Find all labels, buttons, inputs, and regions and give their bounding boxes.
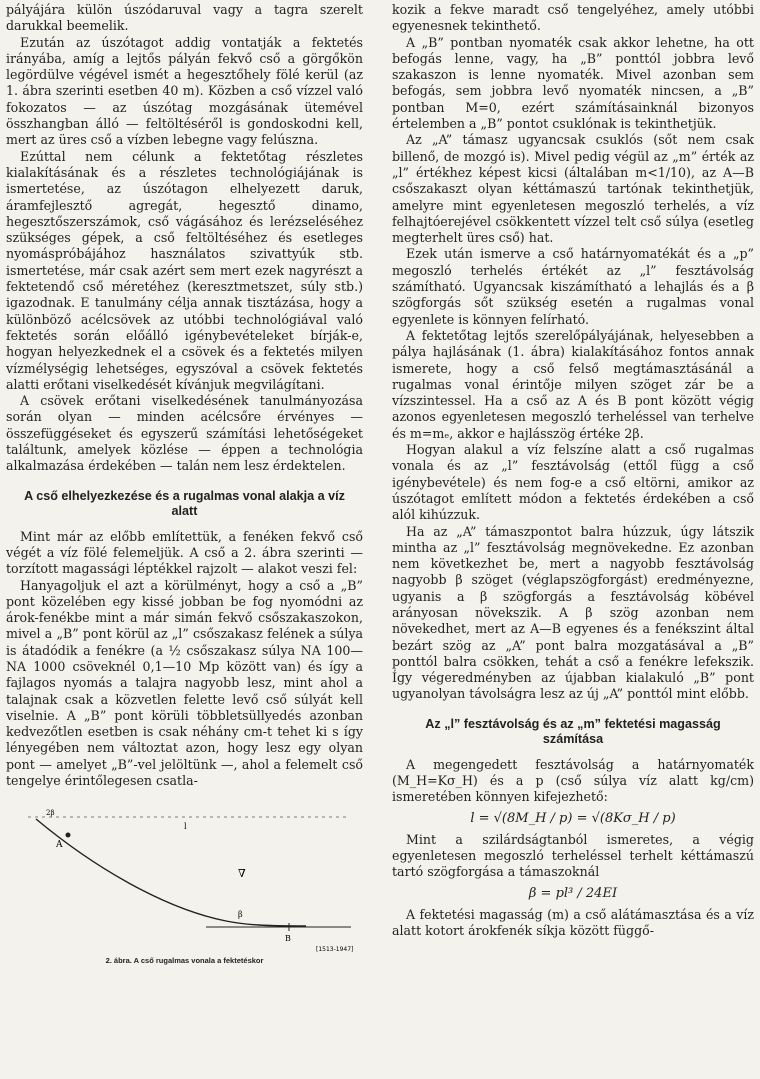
paragraph: Mint már az előbb említettük, a fenéken fekvő cső végét a víz fölé felemeljük. A cső a 2. ábra szerinti — torzított magassági léptékkel rajzolt — alakot veszi fel: — [6, 528, 363, 577]
paragraph: A fektetési magasság (m) a cső alátámasztása és a víz alatt kotort árokfenék síkja között függő- — [392, 906, 754, 938]
formula-span: l = √(8M_H / p) = √(8Kσ_H / p) — [470, 810, 676, 826]
paragraph: Ezek után ismerve a cső határnyomatékát és a „p” megoszló terhelés értékét az „l” fesztávolság számítható. Ugyancsak kiszámítható a lehajlás és a β szögforgás sőt szükség esetén a rugalmas vonal egyenlete is könnyen felírható. — [392, 246, 754, 327]
label-l: l — [184, 822, 187, 832]
label-2beta: 2β — [46, 809, 55, 818]
paragraph: Mint a szilárdságtanból ismeretes, a végig egyenletesen megoszló terheléssel terhelt kéttámaszú tartó szögforgása a támaszoknál — [392, 831, 754, 880]
right-column — [392, 2, 754, 939]
pipe-curve — [36, 819, 306, 926]
figure-ref: [1513-1947] — [316, 946, 354, 954]
paragraph: Ezután az úszótagot addig vontatják a fektetés irányába, amíg a lejtős pályán fekvő cső a görgőkön legördülve végével ismét a hegesztőhely fölé kerül (az 1. ábra szerinti esetben 40 m). Közben a cső vízzel való fokozatos — az úszótag mozgásának ütemével összhangban álló — feltöltéséről is gondoskodni kell, mert az üres cső a vízben lebegne vagy felúszna. — [6, 34, 363, 148]
paragraph: Hogyan alakul a víz felszíne alatt a cső rugalmas vonala és az „l” fesztávolság (ettől függ a cső igénybevétele) és nem fog-e a cső eltörni, amikor az úszótagot említett módon a fektetés érdekében a cső alól kihúzzuk. — [392, 442, 754, 523]
paragraph: Ha az „A” támaszpontot balra húzzuk, úgy látszik mintha az „l” fesztávolság megnövekedne. Ez azonban nem következhet be, mert a nagyobb fesztávolság nagyobb β szöget (véglapszögforgást) eredményezne, ugyanis a β szögforgás a fesztávolság köbével arányosan növekszik. A β szög azonban nem növekedhet, mert az A—B egyenes és a fenékszint által bezárt szög az „A” pont balra mozgatásával a „B” ponttól balra csökken, tehát a cső a fenékre lefekszik. Így végeredményben az újabban kialakuló „B” pont ugyanolyan távolságra lesz az új „A” ponttól mint előbb. — [392, 523, 754, 702]
label-water-mark: ∇ — [238, 867, 246, 881]
section-heading: A cső elhelyezkezése és a rugalmas vonal alakja a víz alatt — [24, 488, 345, 518]
elastic-curve-diagram — [6, 799, 363, 959]
label-b: B — [285, 934, 291, 944]
paragraph: Az „A” támasz ugyancsak csuklós (sőt nem csak billenő, de mozgó is). Mivel pedig végül az „m” érték az „l” értékhez képest kicsi (általában m<1/10), az A—B csőszakaszt olyan kéttámaszú tartónak tekinthetjük, amelyre mint egyenletesen megoszló terhelés, a víz felhajtóerejével csökkentett vízzel telt cső súlya (esetleg megterhelt üres cső) hat. — [392, 132, 754, 246]
figure-caption: 2. ábra. A cső rugalmas vonala a fektetéskor — [105, 956, 264, 966]
figure-elastic-curve — [6, 799, 363, 969]
paragraph: A csövek erőtani viselkedésének tanulmányozása során olyan — minden acélcsőre érvényes — összefüggéseket és egyszerű számítási lehetőségeket találtunk, amelyek közlése — éppen a technológia alkalmazása érdekében — talán nem lesz érdektelen. — [6, 393, 363, 474]
paragraph: pályájára külön úszódaruval vagy a tagra szerelt darukkal beemelik. — [6, 2, 363, 34]
section-heading: Az „l” fesztávolság és az „m” fektetési magasság számítása — [425, 716, 721, 746]
paragraph: A megengedett fesztávolság a határnyomaték (M_H=Kσ_H) és a p (cső súlya víz alatt kg/cm) ismeretében könnyen kifejezhető: — [392, 756, 754, 805]
paragraph: kozik a fekve maradt cső tengelyéhez, amely utóbbi egyenesnek tekinthető. — [392, 2, 754, 34]
paragraph: A fektetőtag lejtős szerelőpályájának, helyesebben a pálya hajlásának (1. ábra) kialakításához fontos annak ismerete, hogy a cső felső megtámasztásánál a rugalmas vonal érintője milyen szöget zár be a vízszintessel. Ha a cső az A és B pont között végig azonos egyenletesen megoszló terheléssel van terhelve és m=mₑ, akkor e hajlásszög értéke 2β. — [392, 327, 754, 441]
paragraph: Ezúttal nem célunk a fektetőtag részletes kialakításának és a részletes technológiájának is ismertetése, az úszótagon elhelyezett daruk, áramfejlesztő agregát, hegesztő dinamo, hegesztőszerszámok, cső vágásához és lerézseléséhez szükséges gépek, a cső feltöltéséhez és esetleges nyomáspróbájához használatos szivattyúk stb. ismertetése, már csak azért sem mert ezek nagyrészt a fektetendő cső méretéhez (keresztmetszet, súly stb.) igazodnak. E tanulmány célja annak tisztázása, hogy a különböző acélcsövek az utóbbi technológiával való fektetés során előálló igénybevételeket bírják-e, hogyan helyezkednek el a csövek és a fektetés milyen vízmélységig lehetséges, egyszóval a csövek fektetés alatti erőtani viselkedését kívánjuk megvilágítani. — [6, 148, 363, 392]
left-column — [6, 2, 363, 969]
formula-rotation: β = pl³ / 24EI — [528, 885, 618, 901]
label-a: A — [56, 840, 63, 851]
support-a-marker — [66, 833, 71, 838]
label-beta: β — [238, 910, 243, 920]
paragraph: Hanyagoljuk el azt a körülményt, hogy a cső a „B” pont közelében egy kissé jobban be fog nyomódni az árok-fenékbe mint a már simán fekvő csőszakaszokon, mivel a „B” pont körül az „l” csőszakasz felének a súlya is átadódik a fenékre (a ½ csőszakasz súlya NA 100—NA 1000 csöveknél 0,1—10 Mp között van) és így a fajlagos nyomás a talajra nagyobb lesz, mint ahol a talajnak csak a közvetlen felette levő cső súlyát kell viselnie. A „B” pont körüli többletsüllyedés azonban kedvezőtlen esetben is csak néhány cm-t tehet ki s így lényegében nem változtat azon, hogy lesz egy olyan pont — amelyet „B”-vel jelöltünk —, ahol a felemelt cső tengelye érintőlegesen csatla- — [6, 577, 363, 789]
paragraph: A „B” pontban nyomaték csak akkor lehetne, ha ott befogás lenne, vagy, ha „B” ponttól jobbra levő szakaszon is lenne nyomaték. Mivel azonban sem befogás, sem jobbra levő nyomaték nincsen, a „B” pontban M=0, ezért számításainknál bizonyos értelemben a „B” pontot csuklónak is tekinthetjük. — [392, 34, 754, 132]
